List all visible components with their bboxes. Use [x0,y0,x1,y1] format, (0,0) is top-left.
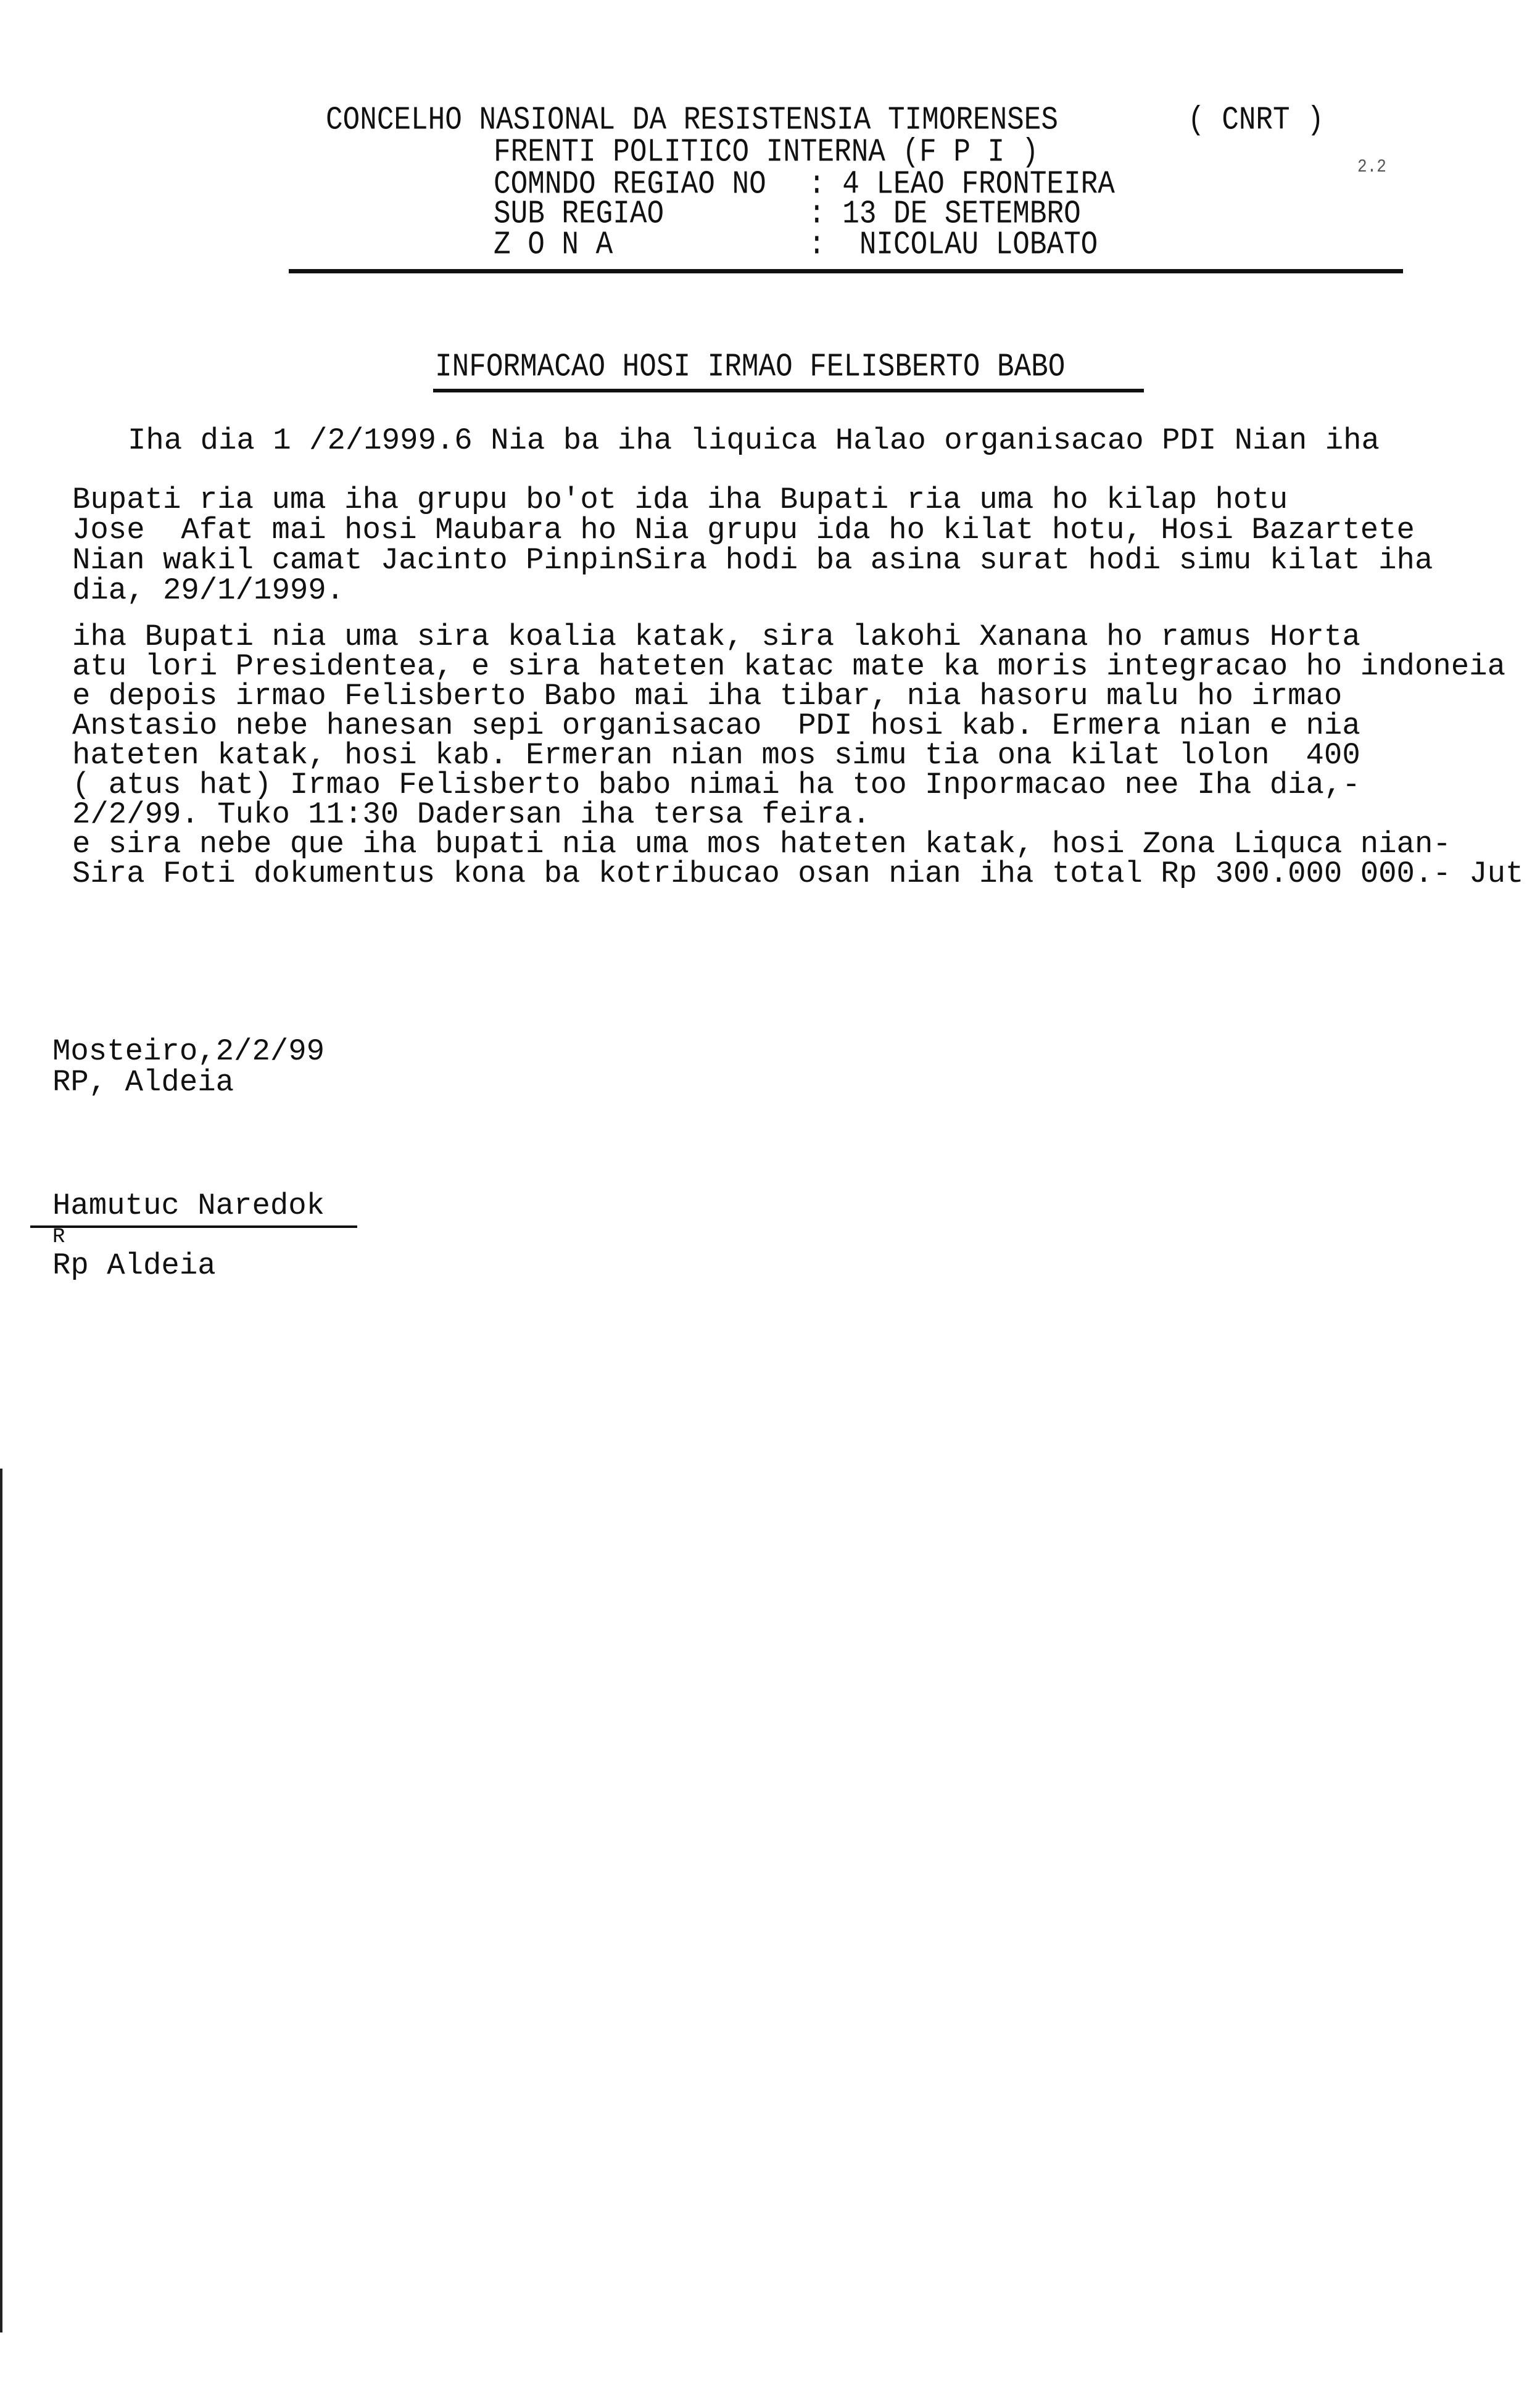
field-label-comando: COMNDO REGIAO NO [494,165,766,203]
signature-line [30,1225,357,1228]
body-line: Sira Foti dokumentus kona ba kotribucao osan nian iha total Rp 300.000 000.- Jut [72,856,1524,891]
field-label-subregiao: SUB REGIAO [494,195,664,233]
org-name: CONCELHO NASIONAL DA RESISTENSIA TIMORENSES [326,101,1058,139]
front-name: FRENTI POLITICO INTERNA (F P I ) [494,133,1039,171]
place-date: Mosteiro,2/2/99 [52,1034,325,1069]
body-line: ( atus hat) Irmao Felisberto babo nimai ha too Inpormacao nee Iha dia,- [72,768,1360,802]
signature-initial: R [52,1225,65,1249]
field-label-zona: Z O N A [494,226,613,263]
body-line: Nian wakil camat Jacinto PinpinSira hodi ba asina surat hodi simu kilat iha [72,543,1433,578]
margin-note: 2.2 [1357,155,1386,178]
body-line: dia, 29/1/1999. [72,573,345,608]
body-line: 2/2/99. Tuko 11:30 Dadersan iha tersa feira. [72,797,871,832]
header-divider [289,269,1403,273]
body-line: hateten katak, hosi kab. Ermeran nian mos simu tia ona kilat lolon 400 [72,738,1360,773]
sender: RP, Aldeia [52,1065,234,1100]
document-title: INFORMACAO HOSI IRMAO FELISBERTO BABO [435,348,1066,386]
signature-name: Hamutuc Naredok [52,1188,325,1223]
body-line: e sira nebe que iha bupati nia uma mos hateten katak, hosi Zona Liquca nian- [72,827,1451,861]
body-line: Jose Afat mai hosi Maubara ho Nia grupu ida ho kilat hotu, Hosi Bazartete [72,513,1415,547]
title-underline [433,389,1144,392]
signer: Rp Aldeia [52,1248,216,1283]
body-line: atu lori Presidentea, e sira hateten katac mate ka moris integracao ho indoneia [72,649,1505,684]
body-line: iha Bupati nia uma sira koalia katak, sira lakohi Xanana ho ramus Horta [72,620,1360,654]
field-value-subregiao: : 13 DE SETEMBRO [808,195,1081,233]
left-edge-mark [0,1469,2,2332]
org-abbrev: ( CNRT ) [1188,101,1324,139]
body-line: Bupati ria uma iha grupu bo'ot ida iha Bupati ria uma ho kilap hotu [72,483,1288,517]
body-line: Anstasio nebe hanesan sepi organisacao PDI hosi kab. Ermera nian e nia [72,708,1360,743]
field-value-comando: : 4 LEAO FRONTEIRA [808,165,1115,203]
field-value-zona: : NICOLAU LOBATO [808,226,1098,263]
opening-line: Iha dia 1 /2/1999.6 Nia ba iha liquica Halao organisacao PDI Nian iha [128,423,1380,458]
body-line: e depois irmao Felisberto Babo mai iha tibar, nia hasoru malu ho irmao [72,679,1343,713]
